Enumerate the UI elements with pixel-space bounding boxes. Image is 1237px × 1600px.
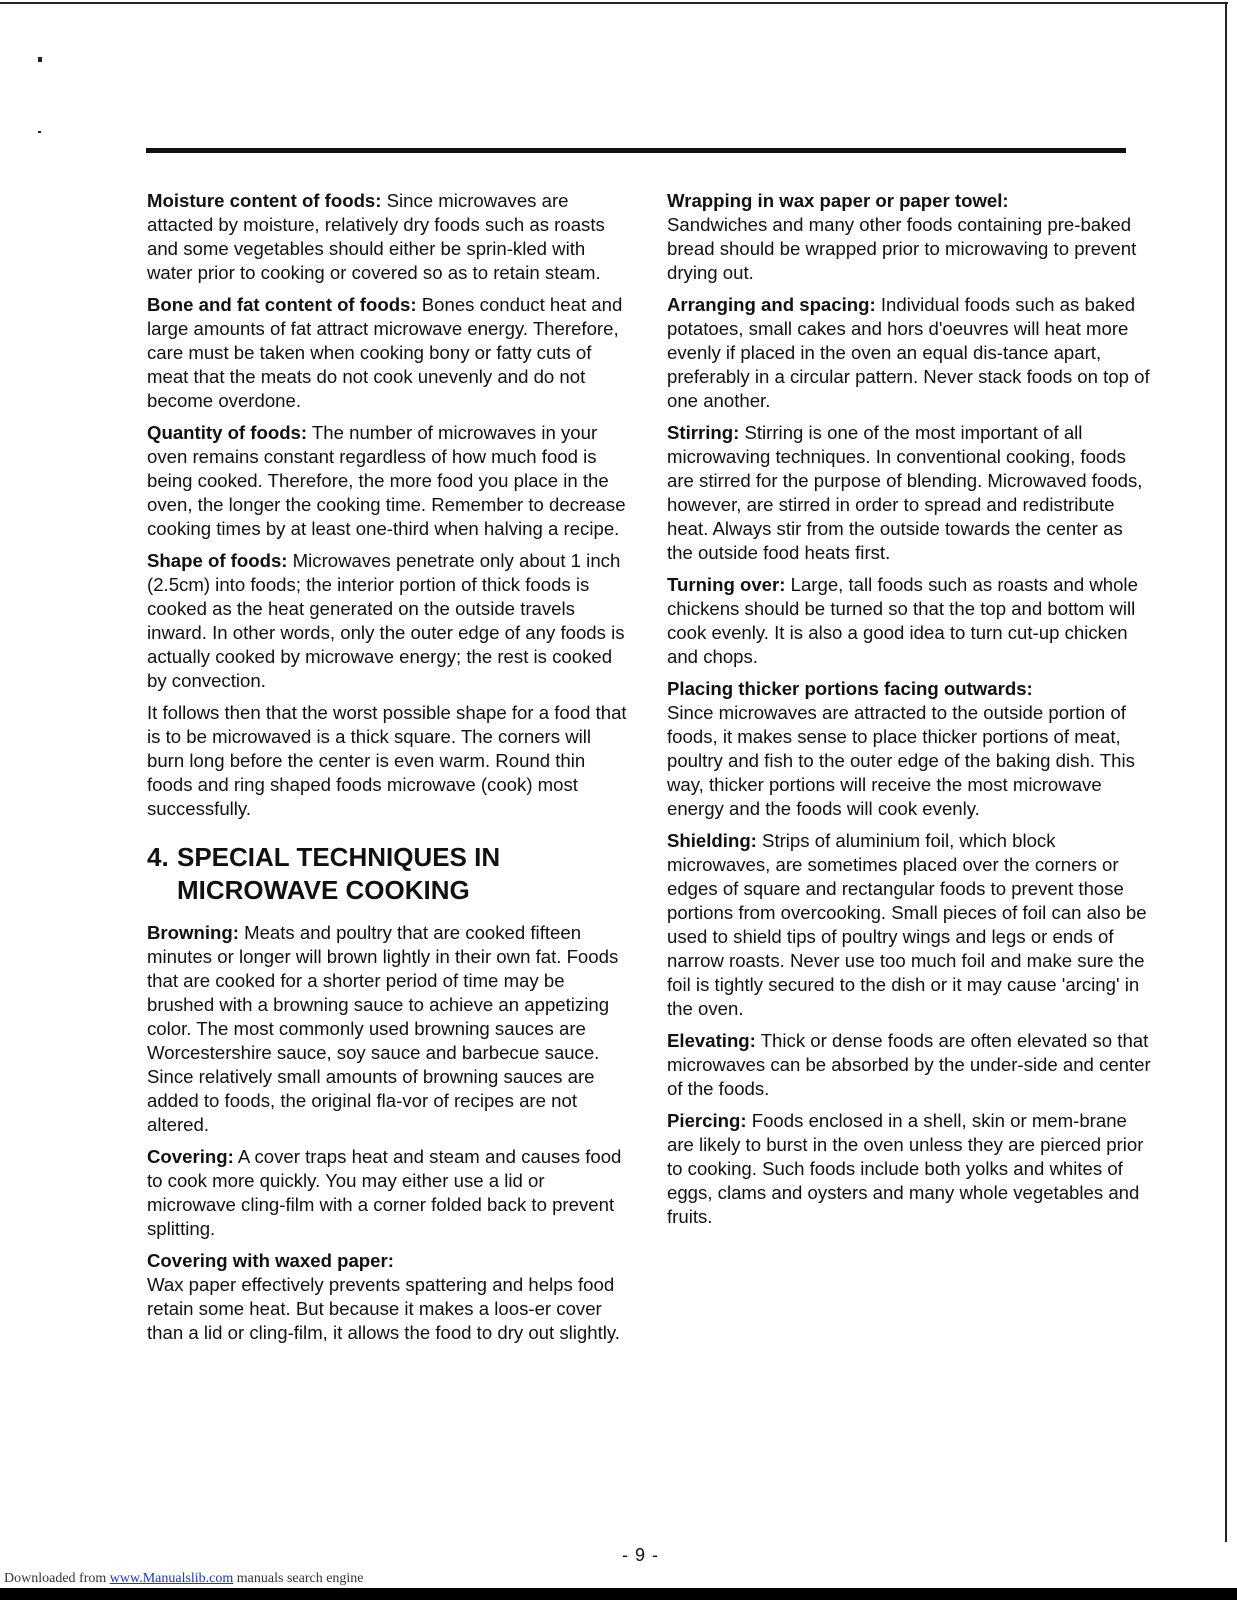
term-label: Placing thicker portions facing outwards:	[667, 678, 1033, 699]
section-heading	[147, 841, 627, 907]
paragraph-text: A cover traps heat and steam and causes food to cook more quickly. You may either use a lid or microwave cling-film with a corner folded back to prevent splitting.	[147, 1146, 622, 1239]
paragraph-shielding	[667, 829, 1152, 1021]
paragraph-text: Wax paper effectively prevents spattering and helps food retain some heat. But because it makes a loos-er cover than a lid or cling-film, it allows the food to dry out slightly.	[147, 1274, 620, 1343]
paragraph-covering-waxed	[147, 1249, 627, 1345]
term-label: Turning over:	[667, 574, 786, 595]
term-label: Quantity of foods:	[147, 422, 308, 443]
paragraph-text: The number of microwaves in your oven remains constant regardless of how much food is being cooked. Therefore, the more food you place in the oven, the longer the cooking time. Remember to decrease cooking times by at least one-third when halving a recipe.	[147, 422, 626, 539]
paragraph-text: Meats and poultry that are cooked fifteen minutes or longer will brown lightly in their own fat. Foods that are cooked for a shorter period of time may be brushed with a browning sauce to achieve an appetizing color. The most commonly used browning sauces are Worcestershire sauce, soy sauce and barbecue sauce. Since relatively small amounts of browning sauces are added to foods, the original fla-vor of recipes are not altered.	[147, 922, 619, 1135]
term-label: Bone and fat content of foods:	[147, 294, 417, 315]
paragraph-text: Sandwiches and many other foods containing pre-baked bread should be wrapped prior to microwaving to prevent drying out.	[667, 214, 1137, 283]
term-label: Shielding:	[667, 830, 757, 851]
manualslib-link[interactable]: www.Manualslib.com	[109, 1571, 234, 1586]
term-label: Moisture content of foods:	[147, 190, 382, 211]
scan-speck	[38, 57, 42, 62]
term-label: Piercing:	[667, 1110, 747, 1131]
term-label: Stirring:	[667, 422, 740, 443]
paragraph-text: Individual foods such as baked potatoes, small cakes and hors d'oeuvres will heat more evenly if placed in the oven an equal dis-tance apart, preferably in a circular pattern. Never stack foods on top of one another.	[667, 294, 1150, 411]
paragraph-text: Foods enclosed in a shell, skin or mem-brane are likely to burst in the oven unless they are pierced prior to cooking. Such foods include both yolks and whites of eggs, clams and oysters and many whole vegetables and fruits.	[667, 1110, 1144, 1227]
paragraph-text: It follows then that the worst possible shape for a food that is to be microwaved is a thick square. The corners will burn long before the center is even warm. Round thin foods and ring shaped foods microwave (cook) most successfully.	[147, 702, 627, 819]
paragraph-wrapping	[667, 189, 1152, 285]
paragraph-text: Since microwaves are attracted to the outside portion of foods, it makes sense to place thicker portions of meat, poultry and fish to the outer edge of the baking dish. This way, thicker portions will receive the most microwave energy and the foods will cook evenly.	[667, 702, 1135, 819]
section-title-text: SPECIAL TECHNIQUES IN MICROWAVE COOKING	[177, 842, 501, 905]
page-number: - 9 -	[622, 1545, 660, 1565]
footer-bar	[0, 1588, 1237, 1600]
scan-border-right	[1225, 2, 1227, 1542]
term-label: Wrapping in wax paper or paper towel:	[667, 190, 1009, 211]
header-rule	[146, 148, 1126, 153]
paragraph-text: Microwaves penetrate only about 1 inch (2.5cm) into foods; the interior portion of thick foods is cooked as the heat generated on the outside travels inward. In other words, only the outer edge of any foods is actually cooked by microwave energy; the rest is cooked by convection.	[147, 550, 625, 691]
term-label: Shape of foods:	[147, 550, 288, 571]
paragraph-elevating	[667, 1029, 1152, 1101]
term-label: Covering with waxed paper:	[147, 1250, 394, 1271]
paragraph-shape	[147, 549, 627, 693]
header-rule-end	[1114, 149, 1126, 152]
paragraph-text: Thick or dense foods are often elevated so that microwaves can be absorbed by the under-side and center of the foods.	[667, 1030, 1151, 1099]
paragraph-browning	[147, 921, 627, 1137]
paragraph-bone-fat	[147, 293, 627, 413]
paragraph-arranging	[667, 293, 1152, 413]
right-column	[667, 189, 1152, 1237]
paragraph-worst-shape	[147, 701, 627, 821]
left-column	[147, 189, 627, 1353]
paragraph-text: Since microwaves are attacted by moisture, relatively dry foods such as roasts and some vegetables should either be sprin-kled with water prior to cooking or covered so as to retain steam.	[147, 190, 605, 283]
paragraph-stirring	[667, 421, 1152, 565]
scan-border-top	[0, 2, 1228, 4]
scan-speck	[38, 131, 41, 133]
term-label: Elevating:	[667, 1030, 756, 1051]
paragraph-quantity	[147, 421, 627, 541]
section-number: 4.	[147, 842, 169, 872]
paragraph-turning	[667, 573, 1152, 669]
paragraph-covering	[147, 1145, 627, 1241]
paragraph-text: Strips of aluminium foil, which block microwaves, are sometimes placed over the corners or edges of square and rectangular foods to prevent those portions from overcooking. Small pieces of foil can also be used to shield tips of poultry wings and legs or ends of narrow roasts. Never use too much foil and make sure the foil is tightly secured to the dish or it may cause 'arcing' in the oven.	[667, 830, 1147, 1019]
term-label: Covering:	[147, 1146, 234, 1167]
paragraph-placing	[667, 677, 1152, 821]
term-label: Browning:	[147, 922, 239, 943]
paragraph-text: Bones conduct heat and large amounts of fat attract microwave energy. Therefore, care must be taken when cooking bony or fatty cuts of meat that the meats do not cook unevenly and do not become overdone.	[147, 294, 623, 411]
paragraph-piercing	[667, 1109, 1152, 1229]
download-suffix: manuals search engine	[233, 1571, 364, 1586]
term-label: Arranging and spacing:	[667, 294, 876, 315]
paragraph-moisture	[147, 189, 627, 285]
download-footer	[4, 1571, 364, 1587]
paragraph-text: Large, tall foods such as roasts and whole chickens should be turned so that the top and bottom will cook evenly. It is also a good idea to turn cut-up chicken and chops.	[667, 574, 1138, 667]
download-prefix: Downloaded from	[4, 1571, 110, 1586]
paragraph-text: Stirring is one of the most important of all microwaving techniques. In conventional cooking, foods are stirred for the purpose of blending. Microwaved foods, however, are stirred in order to spread and redistribute heat. Always stir from the outside towards the center as the outside food heats first.	[667, 422, 1143, 563]
